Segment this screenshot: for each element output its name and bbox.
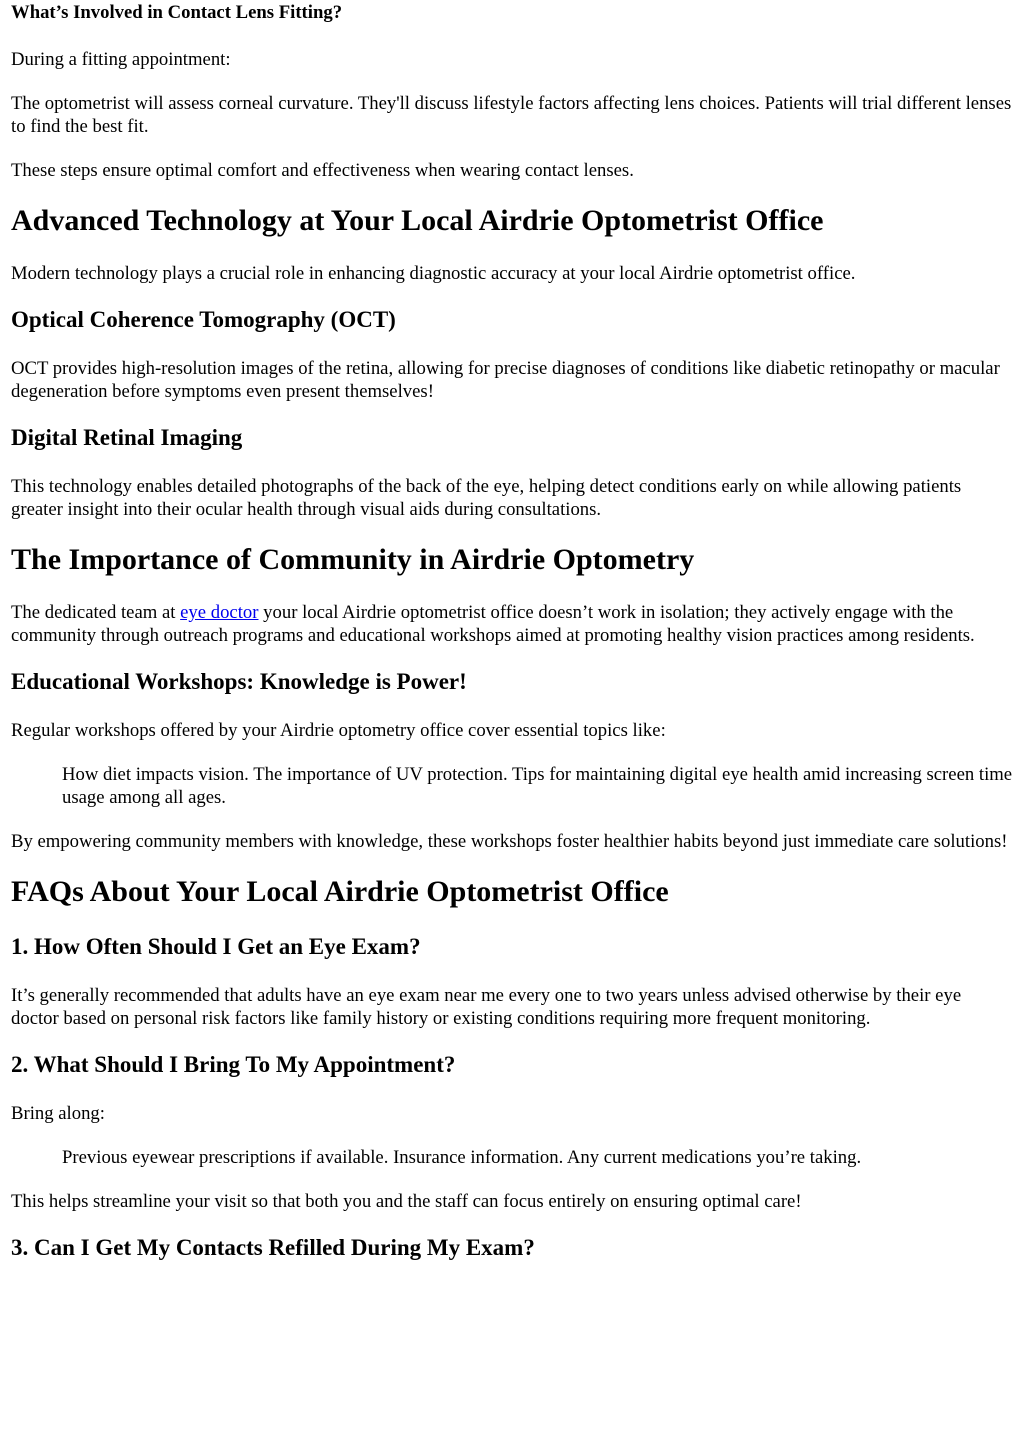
faq-answer-2-outro: This helps streamline your visit so that both you and the staff can focus entirely on ensuring optimal care!: [11, 1191, 802, 1212]
faq-question-1: 1. How Often Should I Get an Eye Exam?: [11, 934, 421, 959]
retinal-imaging-text: This technology enables detailed photographs of the back of the eye, helping detect conditions early on while allowing patients greater insight into their ocular health through visual aids during consultations.: [11, 476, 962, 520]
community-text-end: your local Airdrie optometrist office doesn’t work in isolation; they actively engage with the community through outreach programs and educational workshops aimed at promoting healthy vision practices among residents.: [11, 602, 975, 646]
oct-text: OCT provides high-resolution images of the retina, allowing for precise diagnoses of conditions like diabetic retinopathy or macular degeneration before symptoms even present themselves!: [11, 358, 1000, 402]
technology-heading: Advanced Technology at Your Local Airdrie Optometrist Office: [11, 204, 824, 237]
workshops-intro: Regular workshops offered by your Airdrie optometry office cover essential topics like:: [11, 720, 666, 741]
faq-answer-2-items: Previous eyewear prescriptions if available. Insurance information. Any current medications you’re taking.: [62, 1147, 862, 1168]
workshops-outro: By empowering community members with knowledge, these workshops foster healthier habits beyond just immediate care solutions!: [11, 831, 1008, 852]
faq-answer-1: It’s generally recommended that adults have an eye exam near me every one to two years unless advised otherwise by their eye doctor based on personal risk factors like family history or existing conditions requiring more frequent monitoring.: [11, 985, 962, 1029]
workshops-heading: Educational Workshops: Knowledge is Power!: [11, 669, 467, 694]
faq-question-2: 2. What Should I Bring To My Appointment?: [11, 1052, 456, 1077]
fitting-summary: These steps ensure optimal comfort and effectiveness when wearing contact lenses.: [11, 160, 634, 181]
contact-fitting-heading: What’s Involved in Contact Lens Fitting?: [11, 2, 343, 23]
faqs-heading: FAQs About Your Local Airdrie Optometrist Office: [11, 875, 669, 908]
community-text-start: The dedicated team at: [11, 602, 181, 623]
workshops-topics: How diet impacts vision. The importance of UV protection. Tips for maintaining digital eye health amid increasing screen time usage among all ages.: [62, 764, 1013, 808]
faq-question-3: 3. Can I Get My Contacts Refilled During My Exam?: [11, 1235, 535, 1260]
fitting-intro: During a fitting appointment:: [11, 49, 231, 70]
eye-doctor-link[interactable]: eye doctor: [180, 602, 259, 623]
faq-answer-2-intro: Bring along:: [11, 1103, 105, 1124]
oct-heading: Optical Coherence Tomography (OCT): [11, 307, 396, 332]
retinal-imaging-heading: Digital Retinal Imaging: [11, 425, 243, 450]
community-text: [11, 601, 1013, 647]
technology-intro: Modern technology plays a crucial role in enhancing diagnostic accuracy at your local Airdrie optometrist office.: [11, 263, 856, 284]
community-heading: The Importance of Community in Airdrie Optometry: [11, 543, 695, 576]
fitting-steps: The optometrist will assess corneal curvature. They'll discuss lifestyle factors affecting lens choices. Patients will trial different lenses to find the best fit.: [11, 93, 1012, 137]
